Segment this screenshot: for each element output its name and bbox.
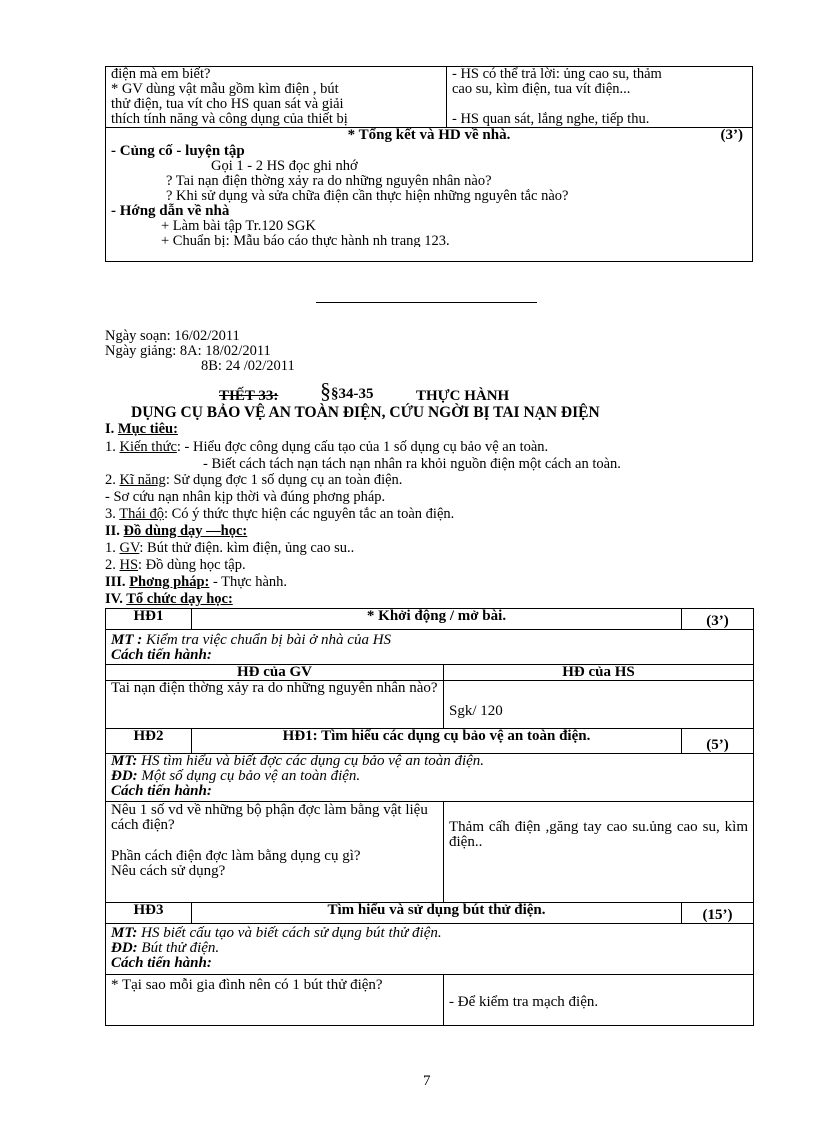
separator-line bbox=[316, 302, 537, 303]
section-text: §34-35 bbox=[331, 386, 374, 402]
huongdan-item: + Chuẩn bị: Mẫu báo cáo thực hành nh trang 123. bbox=[161, 234, 450, 247]
spacer bbox=[452, 97, 747, 112]
hd3-info: MT: HS biết cấu tạo và biết cách sử dụng bút thử điện. ĐD: Bút thử điện. Cách tiến hành: bbox=[106, 924, 754, 975]
hd2-info: MT: HS tìm hiểu và biết đợc các dụng cụ bảo vệ an toàn điện. ĐD: Một số dụng cụ bảo vệ an toàn điện. Cách tiến hành: bbox=[106, 754, 754, 802]
lesson-subtitle: DỤNG CỤ BẢO VỆ AN TOÀN ĐIỆN, CỨU NGỜI BỊ TAI NẠN ĐIỆN bbox=[131, 404, 600, 421]
hd3-header-row bbox=[106, 903, 754, 924]
hd3-cach: Cách tiến hành: bbox=[111, 955, 212, 971]
top-right-line: cao su, kìm điện, tua vít điện... bbox=[452, 81, 631, 97]
tiet-label: TIẾT 33: bbox=[219, 388, 279, 404]
ki-nang-line: 2. Kĩ năng: Sử dụng đợc 1 số dụng cụ an toàn điện. bbox=[105, 472, 403, 488]
top-left-line: * GV dùng vật mẫu gồm kìm điện , bút bbox=[111, 81, 339, 97]
huongdan-title: - Hớng dẫn về nhà bbox=[111, 203, 230, 219]
top-left-cell bbox=[106, 67, 447, 128]
hd1-time: (3’) bbox=[682, 609, 754, 630]
muc-tieu-heading: I. Mục tiêu: bbox=[105, 421, 178, 437]
kien-thuc-line-2: - Biết cách tách nạn tách nạn nhân ra khỏi nguồn điện một cách an toàn. bbox=[203, 456, 621, 472]
ngay-soan: Ngày soạn: 16/02/2011 bbox=[105, 328, 240, 344]
ngay-giang: Ngày giảng: 8A: 18/02/2011 bbox=[105, 343, 271, 359]
hd2-gv-cell: Nêu 1 số vd về những bộ phận đợc làm bằng vật liệu cách điện? Phần cách điện đợc làm bằng dụng cụ gì? Nêu cách sử dụng? bbox=[106, 802, 444, 903]
do-dung-heading: II. Đồ dùng dạy —học: bbox=[105, 523, 248, 539]
cungco-item: ? Khi sử dụng và sửa chữa điện cần thực hiện những nguyên tắc nào? bbox=[166, 188, 569, 204]
activity-table bbox=[105, 608, 754, 1026]
hd3-code: HĐ3 bbox=[106, 903, 192, 924]
thai-do-line: 3. Thái độ: Có ý thức thực hiện các nguyên tắc an toàn điện. bbox=[105, 506, 455, 522]
hd3-time: (15’) bbox=[682, 903, 754, 924]
hs-line: 2. HS: Đồ dùng học tập. bbox=[105, 557, 246, 573]
to-chuc-heading: IV. Tổ chức dạy học: bbox=[105, 591, 233, 607]
so-cuu-line: - Sơ cứu nạn nhân kịp thời và đúng phơng pháp. bbox=[105, 489, 386, 505]
hd2-time: (5’) bbox=[682, 729, 754, 754]
hd2-title: HĐ1: Tìm hiểu các dụng cụ bảo vệ an toàn điện. bbox=[192, 729, 682, 754]
page-number: 7 bbox=[423, 1073, 431, 1089]
top-right-line: - HS có thể trả lời: ủng cao su, thảm bbox=[452, 67, 662, 82]
thuc-hanh-title: THỰC HÀNH bbox=[416, 388, 510, 404]
hd1-hs-cell: Sgk/ 120 bbox=[444, 681, 754, 729]
top-table bbox=[105, 66, 753, 262]
hd2-code: HĐ2 bbox=[106, 729, 192, 754]
cungco-title: - Củng cố - luyện tập bbox=[111, 143, 245, 159]
hd2-cach: Cách tiến hành: bbox=[111, 783, 212, 799]
hd1-cach: Cách tiến hành: bbox=[111, 647, 212, 663]
summary-title: * Tổng kết và HD về nhà. bbox=[347, 127, 511, 143]
gv-line: 1. GV: Bút thử điện. kìm điện, ủng cao su.. bbox=[105, 540, 355, 556]
summary-time: (3’) bbox=[720, 127, 743, 143]
cungco-item: ? Tai nạn điện thờng xảy ra do những nguyên nhân nào? bbox=[166, 173, 492, 189]
summary-cell bbox=[106, 128, 753, 262]
hd2-hs-cell: Thảm cấh điện ,găng tay cao su.ủng cao su, kìm điện.. bbox=[444, 802, 754, 903]
hd1-info: MT : Kiểm tra việc chuẩn bị bài ở nhà của HS Cách tiến hành: bbox=[106, 630, 754, 665]
hd2-header-row bbox=[106, 729, 754, 754]
section-number: §§34-35 bbox=[320, 378, 374, 403]
hd1-col-gv: HĐ của GV bbox=[106, 665, 444, 681]
hd3-title: Tìm hiểu và sử dụng bút thử điện. bbox=[192, 903, 682, 924]
top-left-line: thử điện, tua vít cho HS quan sát và giải bbox=[111, 96, 344, 112]
top-right-line: - HS quan sát, lắng nghe, tiếp thu. bbox=[452, 111, 650, 127]
cungco-item: Gọi 1 - 2 HS đọc ghi nhớ bbox=[211, 158, 358, 174]
top-left-line: thích tính năng và công dụng của thiết bị bbox=[111, 111, 348, 127]
hd1-gv-cell: Tai nạn điện thờng xảy ra do những nguyên nhân nào? bbox=[106, 681, 444, 729]
hd1-title: * Khởi động / mở bài. bbox=[192, 609, 682, 630]
hd1-col-hs: HĐ của HS bbox=[444, 665, 754, 681]
hd3-hs-cell: - Để kiểm tra mạch điện. bbox=[444, 975, 754, 1026]
huongdan-item: + Làm bài tập Tr.120 SGK bbox=[161, 218, 316, 234]
hd1-code: HĐ1 bbox=[106, 609, 192, 630]
ngay-giang-8b: 8B: 24 /02/2011 bbox=[201, 358, 295, 374]
hd1-header-row bbox=[106, 609, 754, 630]
top-right-cell bbox=[447, 67, 753, 128]
kien-thuc-line: 1. Kiến thức: - Hiểu đợc công dụng cấu tạo của 1 số dụng cụ bảo vệ an toàn. bbox=[105, 439, 549, 455]
phuong-phap-line: III. Phơng pháp: - Thực hành. bbox=[105, 574, 288, 590]
top-left-line: điện mà em biết? bbox=[111, 67, 211, 82]
hd3-gv-cell: * Tại sao mỗi gia đình nên có 1 bút thử điện? bbox=[106, 975, 444, 1026]
